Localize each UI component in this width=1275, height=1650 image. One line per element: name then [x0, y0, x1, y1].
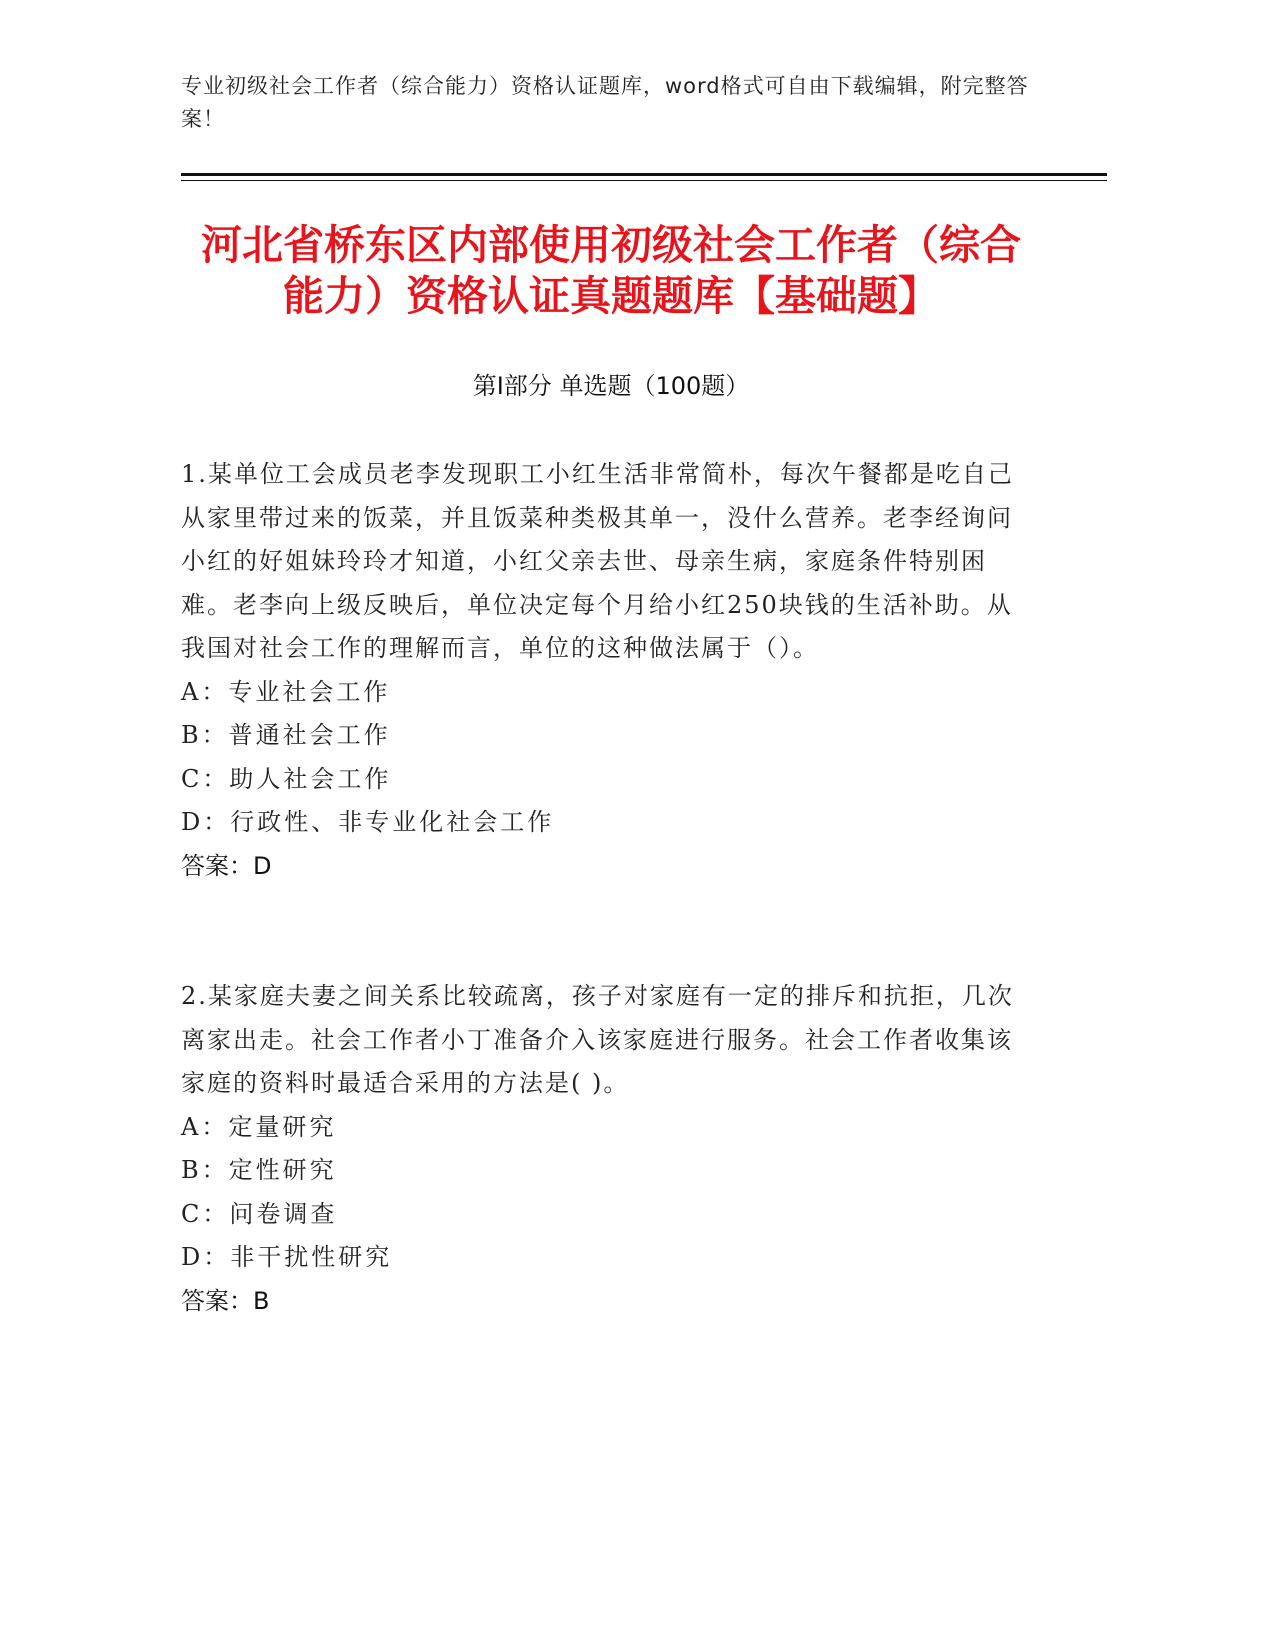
- option-a: A：定量研究: [181, 1112, 337, 1141]
- option-d: D：行政性、非专业化社会工作: [181, 808, 555, 836]
- option-a: A：专业社会工作: [181, 677, 391, 706]
- header-rule-thick: [181, 173, 1107, 176]
- answer: 答案：B: [181, 1286, 270, 1315]
- option-c: C：助人社会工作: [181, 764, 392, 793]
- option-c: C：问卷调查: [181, 1199, 338, 1228]
- option-d: D：非干扰性研究: [181, 1243, 393, 1271]
- document-title: 河北省桥东区内部使用初级社会工作者（综合能力）资格认证真题题库【基础题】: [201, 221, 1021, 320]
- question-1: [181, 453, 1021, 888]
- option-b: B：定性研究: [181, 1156, 337, 1184]
- header-note: 专业初级社会工作者（综合能力）资格认证题库，word格式可自由下载编辑，附完整答案！: [181, 74, 1029, 131]
- answer: 答案：D: [181, 851, 272, 880]
- section-heading: 第Ⅰ部分 单选题（100题）: [472, 372, 750, 400]
- question-stem: 2.某家庭夫妻之间关系比较疏离，孩子对家庭有一定的排斥和抗拒，几次离家出走。社会工作者小丁准备介入该家庭进行服务。社会工作者收集该家庭的资料时最适合采用的方法是( )。: [181, 982, 1014, 1097]
- question-stem: 1.某单位工会成员老李发现职工小红生活非常简朴，每次午餐都是吃自己从家里带过来的饭菜，并且饭菜种类极其单一，没什么营养。老李经询问小红的好姐妹玲玲才知道，小红父亲去世、母亲生病，家庭条件特别困难。老李向上级反映后，单位决定每个月给小红250块钱的生活补助。从我国对社会工作的理解而言，单位的这种做法属于（）。: [181, 460, 1014, 662]
- question-2: [181, 975, 1021, 1323]
- option-b: B：普通社会工作: [181, 721, 391, 749]
- header-rule-thin: [181, 180, 1107, 181]
